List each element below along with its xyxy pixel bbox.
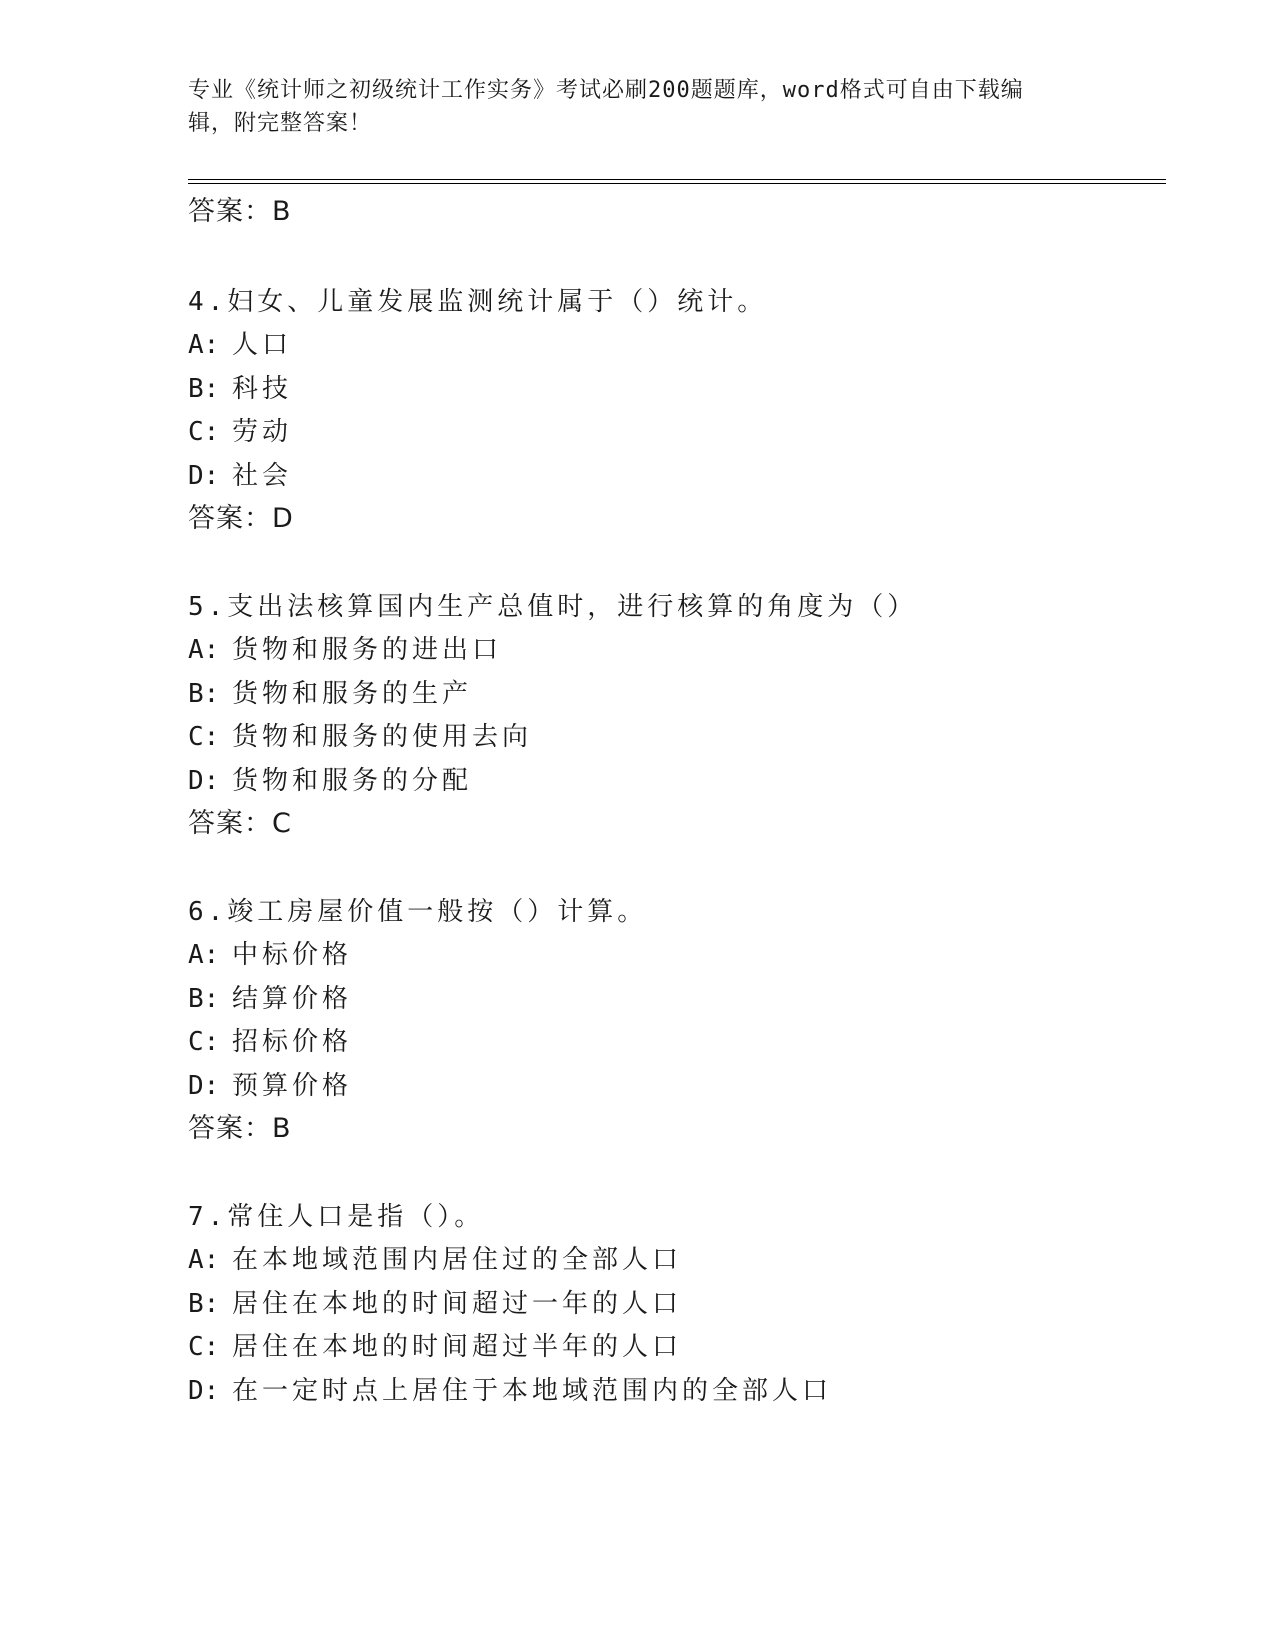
option-letter: A:: [188, 1245, 220, 1275]
option-text: 货物和服务的进出口: [232, 635, 503, 665]
question-5-option-b: [188, 677, 472, 711]
option-text: 社会: [232, 461, 293, 491]
question-7-option-b: [188, 1287, 682, 1321]
question-6-option-a: [188, 938, 352, 972]
option-letter: C:: [188, 1332, 220, 1362]
question-5-option-a: [188, 633, 502, 667]
option-text: 科技: [232, 374, 293, 404]
option-letter: B:: [188, 374, 220, 404]
option-text: 中标价格: [232, 940, 353, 970]
option-text: 居住在本地的时间超过半年的人口: [232, 1332, 683, 1362]
option-letter: D:: [188, 1376, 220, 1406]
option-letter: A:: [188, 635, 220, 665]
answer-q6: 答案：B: [188, 1113, 292, 1144]
option-letter: B:: [188, 679, 220, 709]
option-text: 居住在本地的时间超过一年的人口: [232, 1289, 683, 1319]
question-5-option-c: [188, 720, 532, 754]
option-letter: C:: [188, 1027, 220, 1057]
question-4-option-c: [188, 415, 292, 449]
header-divider-bottom: [188, 183, 1166, 184]
question-6-option-c: [188, 1025, 352, 1059]
question-4-option-d: [188, 459, 292, 493]
option-text: 在一定时点上居住于本地域范围内的全部人口: [232, 1376, 833, 1406]
question-6-option-d: [188, 1069, 352, 1103]
document-header: 专业《统计师之初级统计工作实务》考试必刷200题题库，word格式可自由下载编辑，附完整答案！: [188, 78, 1024, 136]
option-text: 结算价格: [232, 984, 353, 1014]
option-letter: B:: [188, 984, 220, 1014]
question-6-option-b: [188, 982, 352, 1016]
option-letter: C:: [188, 417, 220, 447]
question-5-option-d: [188, 764, 472, 798]
question-7-option-a: [188, 1243, 682, 1277]
option-text: 预算价格: [232, 1071, 353, 1101]
question-7-option-c: [188, 1330, 682, 1364]
option-text: 货物和服务的使用去向: [232, 722, 533, 752]
option-text: 在本地域范围内居住过的全部人口: [232, 1245, 683, 1275]
question-4-option-a: [188, 328, 292, 362]
question-6-stem: 6.竣工房屋价值一般按（）计算。: [188, 897, 648, 927]
answer-q5: 答案：C: [188, 808, 292, 839]
answer-q4: 答案：D: [188, 503, 294, 534]
option-letter: A:: [188, 330, 220, 360]
option-text: 货物和服务的分配: [232, 766, 473, 796]
option-letter: D:: [188, 461, 220, 491]
option-text: 招标价格: [232, 1027, 353, 1057]
header-divider-top: [188, 179, 1166, 180]
answer-q3: 答案：B: [188, 196, 292, 227]
option-text: 劳动: [232, 417, 293, 447]
question-4-option-b: [188, 372, 292, 406]
question-5-stem: 5.支出法核算国内生产总值时，进行核算的角度为（）: [188, 592, 918, 622]
option-letter: D:: [188, 766, 220, 796]
question-7-option-d: [188, 1374, 832, 1408]
question-7-stem: 7.常住人口是指（）。: [188, 1202, 485, 1232]
option-letter: D:: [188, 1071, 220, 1101]
option-text: 人口: [232, 330, 293, 360]
option-letter: A:: [188, 940, 220, 970]
option-letter: C:: [188, 722, 220, 752]
option-letter: B:: [188, 1289, 220, 1319]
option-text: 货物和服务的生产: [232, 679, 473, 709]
question-4-stem: 4.妇女、儿童发展监测统计属于（）统计。: [188, 287, 768, 317]
